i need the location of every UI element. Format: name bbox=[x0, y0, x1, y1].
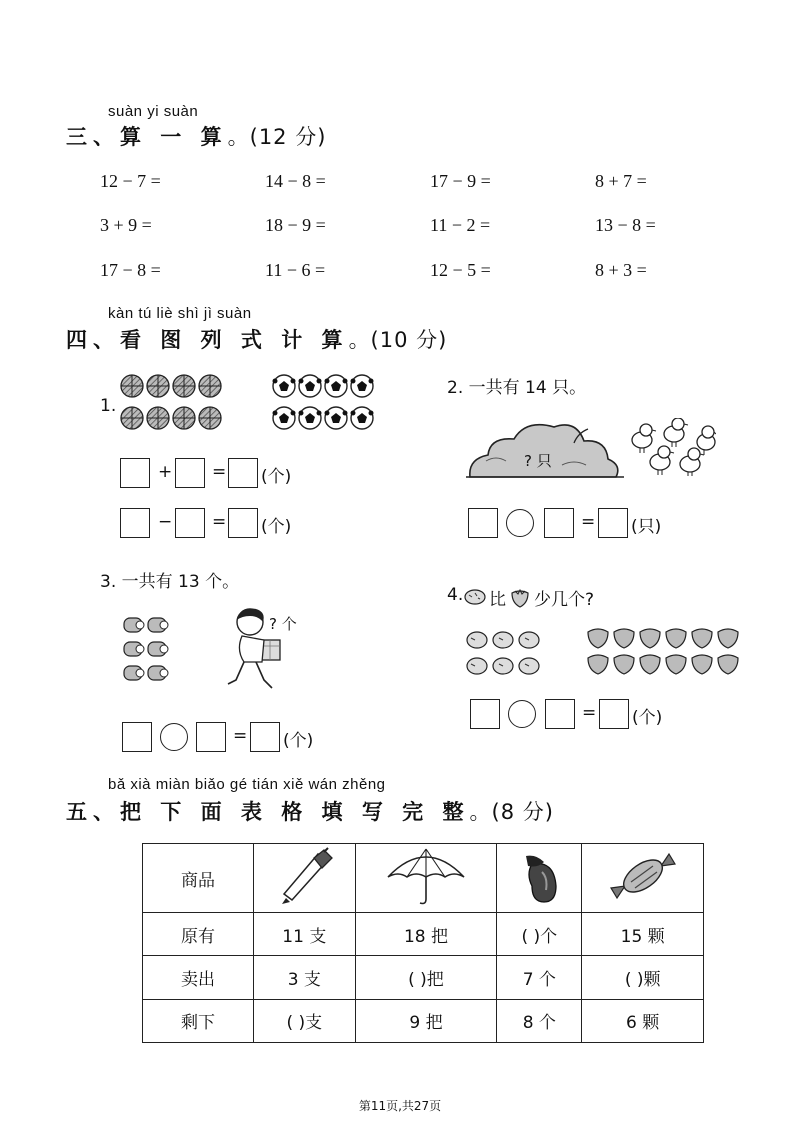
cell-original-umbrella: 18 把 bbox=[355, 913, 497, 956]
spools-icon bbox=[120, 612, 176, 688]
cell-sold-eggplant: 7 个 bbox=[497, 956, 582, 999]
q1-minus-sign: − bbox=[158, 512, 173, 532]
q3-box-1[interactable] bbox=[122, 722, 152, 752]
eggplant-icon bbox=[514, 846, 564, 906]
eq-r2c3: 11 − 2 = bbox=[430, 215, 491, 235]
section3-score: 。(12 分) bbox=[227, 125, 327, 149]
q2-equals: = bbox=[581, 512, 596, 532]
table-row-remaining bbox=[143, 999, 704, 1042]
cell-original-candy: 15 颗 bbox=[582, 913, 704, 956]
q1-add-box-2[interactable] bbox=[175, 458, 205, 488]
pen-cell bbox=[254, 844, 356, 913]
cell-remaining-candy: 6 颗 bbox=[582, 999, 704, 1042]
q1-sub-box-2[interactable] bbox=[175, 508, 205, 538]
cell-sold-candy[interactable]: ( )颗 bbox=[582, 956, 704, 999]
section4-title-text: 四、看 图 列 式 计 算 bbox=[66, 328, 349, 352]
goods-table bbox=[142, 843, 704, 1043]
q3-unit: (个) bbox=[283, 731, 314, 751]
row-label-original: 原有 bbox=[143, 913, 254, 956]
q1-balls-picture bbox=[118, 372, 388, 438]
q4-text-question: 少几个? bbox=[534, 590, 595, 610]
q1-add-box-3[interactable] bbox=[228, 458, 258, 488]
q4-equals: = bbox=[582, 703, 597, 723]
q1-plus-sign: + bbox=[158, 462, 173, 482]
candy-icon bbox=[607, 846, 679, 906]
umbrella-cell bbox=[355, 844, 497, 913]
q1-number: 1. bbox=[100, 396, 117, 416]
q2-box-2[interactable] bbox=[544, 508, 574, 538]
q2-box-1[interactable] bbox=[468, 508, 498, 538]
eq-r2c1: 3 + 9 = bbox=[100, 215, 152, 235]
chicks-icon bbox=[626, 418, 716, 478]
pen-icon bbox=[274, 846, 334, 906]
cell-original-eggplant[interactable]: ( )个 bbox=[497, 913, 582, 956]
soccer-ball-icon-group bbox=[273, 375, 374, 429]
q3-box-label: ? 个 bbox=[269, 615, 297, 633]
eq-r3c1: 17 − 8 = bbox=[100, 260, 161, 280]
q2-question: 2. 一共有 14 只。 bbox=[447, 378, 587, 398]
q2-bush-label: ? 只 bbox=[524, 452, 552, 470]
eq-r2c4: 13 − 8 = bbox=[595, 215, 656, 235]
cell-remaining-umbrella: 9 把 bbox=[355, 999, 497, 1042]
q1-sub-box-3[interactable] bbox=[228, 508, 258, 538]
lemons-group bbox=[465, 628, 549, 680]
candy-cell bbox=[582, 844, 704, 913]
section3-title bbox=[66, 121, 326, 151]
q3-operator-circle[interactable] bbox=[160, 723, 188, 751]
q3-question: 3. 一共有 13 个。 bbox=[100, 572, 240, 592]
q3-box-2[interactable] bbox=[196, 722, 226, 752]
eq-r1c2: 14 − 8 = bbox=[265, 171, 326, 191]
section5-score: 。(8 分) bbox=[469, 800, 554, 824]
eq-r1c1: 12 − 7 = bbox=[100, 171, 161, 191]
eq-r3c4: 8 + 3 = bbox=[595, 260, 647, 280]
section4-pinyin: kàn tú liè shì jì suàn bbox=[108, 305, 252, 322]
eq-r1c3: 17 − 9 = bbox=[430, 171, 491, 191]
q4-box-2[interactable] bbox=[545, 699, 575, 729]
q4-box-1[interactable] bbox=[470, 699, 500, 729]
q1-equals-1: = bbox=[212, 462, 227, 482]
q1-sub-box-1[interactable] bbox=[120, 508, 150, 538]
section5-pinyin: bǎ xià miàn biǎo gé tián xiě wán zhěng bbox=[108, 776, 386, 793]
q1-equals-2: = bbox=[212, 512, 227, 532]
section5-title bbox=[66, 796, 554, 826]
q4-unit: (个) bbox=[632, 708, 663, 728]
strawberries-group bbox=[584, 624, 744, 680]
q3-equals: = bbox=[233, 726, 248, 746]
table-row-original bbox=[143, 913, 704, 956]
cell-remaining-pen[interactable]: ( )支 bbox=[254, 999, 356, 1042]
q4-box-3[interactable] bbox=[599, 699, 629, 729]
section3-pinyin: suàn yi suàn bbox=[108, 103, 199, 120]
eq-r3c3: 12 − 5 = bbox=[430, 260, 491, 280]
basketball-icon-group bbox=[121, 375, 221, 429]
cell-sold-pen: 3 支 bbox=[254, 956, 356, 999]
section4-title bbox=[66, 324, 447, 354]
row-label-sold: 卖出 bbox=[143, 956, 254, 999]
page-footer: 第11页,共27页 bbox=[358, 1099, 442, 1113]
section4-score: 。(10 分) bbox=[348, 328, 448, 352]
table-row-sold bbox=[143, 956, 704, 999]
q4-number: 4. bbox=[447, 585, 464, 605]
q2-operator-circle[interactable] bbox=[506, 509, 534, 537]
eq-r1c4: 8 + 7 = bbox=[595, 171, 647, 191]
eq-r2c2: 18 − 9 = bbox=[265, 215, 326, 235]
umbrella-icon bbox=[384, 845, 468, 907]
cell-sold-umbrella[interactable]: ( )把 bbox=[355, 956, 497, 999]
table-row-goods bbox=[143, 844, 704, 913]
q2-box-3[interactable] bbox=[598, 508, 628, 538]
strawberry-icon bbox=[508, 587, 532, 609]
q2-unit: (只) bbox=[631, 517, 662, 537]
eq-r3c2: 11 − 6 = bbox=[265, 260, 326, 280]
q1-unit-1: (个) bbox=[261, 467, 292, 487]
q1-unit-2: (个) bbox=[261, 517, 292, 537]
section5-title-text: 五、把 下 面 表 格 填 写 完 整 bbox=[66, 800, 470, 824]
row-label-remaining: 剩下 bbox=[143, 999, 254, 1042]
lemon-icon bbox=[463, 587, 487, 607]
cell-remaining-eggplant: 8 个 bbox=[497, 999, 582, 1042]
table-header-goods: 商品 bbox=[143, 844, 254, 913]
eggplant-cell bbox=[497, 844, 582, 913]
section3-title-text: 三、算 一 算 bbox=[66, 125, 228, 149]
q1-add-box-1[interactable] bbox=[120, 458, 150, 488]
cell-original-pen: 11 支 bbox=[254, 913, 356, 956]
q4-operator-circle[interactable] bbox=[508, 700, 536, 728]
q4-text-compare: 比 bbox=[489, 590, 506, 610]
q3-box-3[interactable] bbox=[250, 722, 280, 752]
